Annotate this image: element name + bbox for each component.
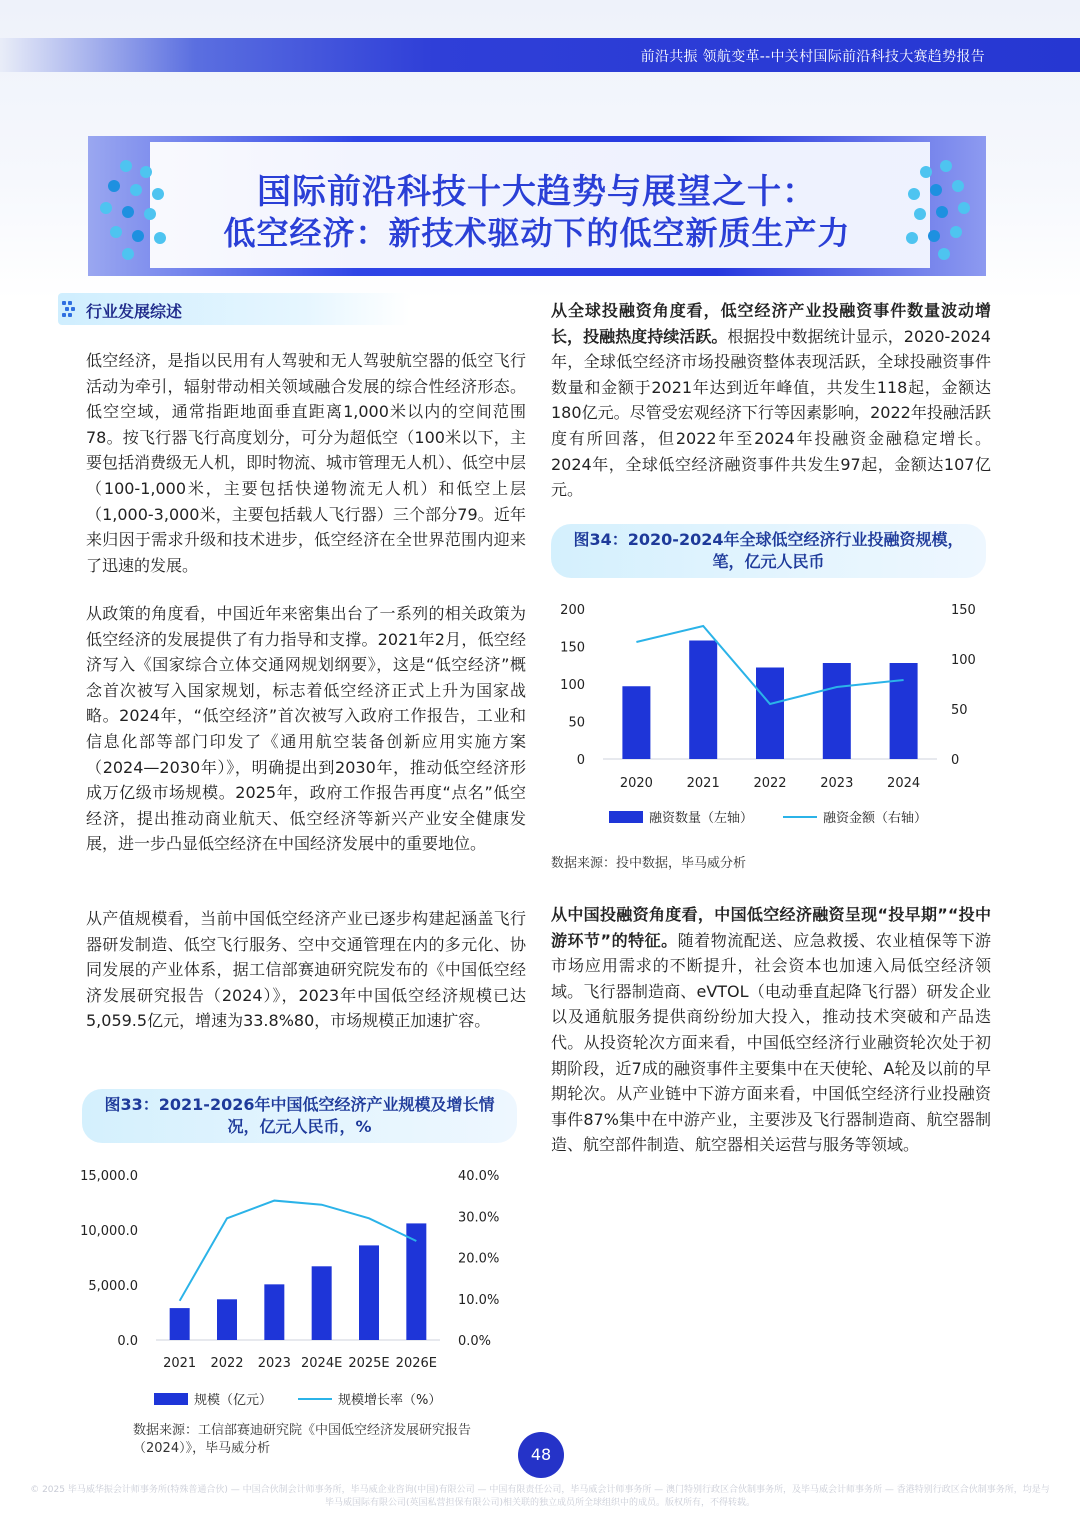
x-axis-tick: 2023: [820, 776, 854, 791]
left-axis-tick: 0: [576, 753, 585, 768]
left-axis-tick: 200: [560, 603, 585, 618]
section-title: 行业发展综述: [86, 302, 183, 321]
left-axis-tick: 15,000.0: [80, 1169, 138, 1184]
left-axis-tick: 100: [560, 678, 585, 693]
left-axis-tick: 150: [560, 640, 585, 656]
legend-bar-swatch: [609, 811, 643, 823]
right-axis-tick: 50: [951, 703, 968, 718]
fig33-source: 数据来源：工信部赛迪研究院《中国低空经济发展研究报告（2024）》，毕马威分析: [133, 1423, 472, 1456]
bar-2024: [890, 663, 918, 759]
x-axis-tick: 2024E: [301, 1356, 343, 1371]
x-axis-tick: 2022: [210, 1356, 244, 1371]
x-axis-tick: 2021: [163, 1356, 197, 1371]
bar-2023: [264, 1284, 284, 1340]
bar-2025E: [359, 1245, 379, 1340]
left-paragraph-2: 从政策的角度看，中国近年来密集出台了一系列的相关政策为低空经济的发展提供了有力指导和支撑。2021年2月，低空经济写入《国家综合立体交通网规划纲要》，这是“低空经济”概念首次被写入国家规划，标志着低空经济正式上升为国家战略。2024年，“低空经济”首次被写入政府工作报告，工业和信息化部等部门印发了《通用航空装备创新应用实施方案（2024—2030年）》，明确提出到2030年，推动低空经济形成万亿级市场规模。2025年，政府工作报告再度“点名”低空经济，提出推动商业航天、低空经济等新兴产业安全健康发展，进一步凸显低空经济在中国经济发展中的重要地位。: [86, 604, 526, 854]
right-axis-tick: 10.0%: [458, 1292, 500, 1308]
bar-2022: [756, 668, 784, 760]
x-axis-tick: 2020: [619, 776, 653, 791]
left-axis-tick: 0.0: [117, 1334, 138, 1349]
left-axis-tick: 10,000.0: [80, 1224, 138, 1239]
left-axis-tick: 5,000.0: [88, 1279, 138, 1294]
right-axis-tick: 0.0%: [458, 1334, 492, 1349]
report-title: 前沿共振 领航变革--中关村国际前沿科技大赛趋势报告: [640, 49, 985, 65]
legend-line-label: 规模增长率（%）: [338, 1393, 442, 1408]
bar-2020: [622, 686, 650, 759]
x-axis-tick: 2021: [686, 776, 720, 791]
legend-bar-label: 融资数量（左轴）: [649, 811, 754, 826]
line-series: [180, 1201, 417, 1301]
bar-2023: [823, 663, 851, 759]
footer-copyright: © 2025 毕马威华振会计师事务所(特殊普通合伙) — 中国合伙制会计师事务所，毕马威企业咨询(中国)有限公司 — 中国有限责任公司，毕马威会计师事务所 — 澳门特别行政区合伙制事务所，及毕马威会计师事务所 — 香港特别行政区合伙制事务所，均是与毕马威国际有限公司(英国私营担保有限公司)相关联的独立成员所全球组织中的成员。版权所有，不得转载。: [30, 1485, 1050, 1508]
x-axis-tick: 2026E: [395, 1356, 437, 1371]
fig34-chart: [551, 595, 981, 845]
section-bullet-icon: [62, 301, 78, 317]
section-header: [58, 293, 410, 325]
bar-2022: [217, 1299, 237, 1340]
legend-line-label: 融资金额（右轴）: [823, 811, 928, 826]
bar-2024E: [312, 1266, 332, 1340]
bar-2021: [170, 1308, 190, 1340]
right-axis-tick: 20.0%: [458, 1251, 500, 1267]
left-paragraph-3: 从产值规模看，当前中国低空经济产业已逐步构建起涵盖飞行器研发制造、低空飞行服务、空中交通管理在内的多元化、协同发展的产业体系，据工信部赛迪研究院发布的《中国低空经济发展研究报告（2024）》，2023年中国低空经济规模已达5,059.5亿元，增速为33.8%80，市场规模正加速扩容。: [86, 909, 526, 1031]
x-axis-tick: 2024: [887, 776, 921, 791]
right-paragraph-1-lead: 从全球投融资角度看，低空经济产业投融资事件数量波动增长，投融热度持续活跃。: [551, 301, 991, 346]
fig33-chart: [66, 1160, 526, 1415]
left-paragraph-1: 低空经济，是指以民用有人驾驶和无人驾驶航空器的低空飞行活动为牵引，辐射带动相关领域融合发展的综合性经济形态。低空空域，通常指距地面垂直距离1,000米以内的空间范围78。按飞行器飞行高度划分，可分为超低空（100米以下，主要包括消费级无人机，即时物流、城市管理无人机）、低空中层（100-1,000米，主要包括快递物流无人机）和低空上层（1,000-3,000米，主要包括载人飞行器）三个部分79。近年来归因于需求升级和技术进步，低空经济在全世界范围内迎来了迅速的发展。: [86, 351, 527, 575]
legend-bar-label: 规模（亿元）: [194, 1393, 273, 1408]
right-paragraph-2-body: 随着物流配送、应急救援、农业植保等下游市场应用需求的不断提升，社会资本也加速入局低空经济领域。飞行器制造商、eVTOL（电动垂直起降飞行器）研发企业以及通航服务提供商纷纷加大投入，推动技术突破和产品迭代。从投资轮次方面来看，中国低空经济行业融资轮次处于初期阶段，近7成的融资事件主要集中在天使轮、A轮及以前的早期轮次。从产业链中下游方面来看，中国低空经济行业投融资事件87%集中在中游产业，主要涉及飞行器制造商、航空器制造、航空部件制造、航空器相关运营与服务等领域。: [551, 930, 991, 1155]
fig34-source: 数据来源：投中数据，毕马威分析: [551, 856, 747, 871]
right-paragraph-1: [551, 298, 991, 503]
main-title-line1: 国际前沿科技十大趋势与展望之十：: [257, 172, 817, 212]
legend-bar-swatch: [154, 1393, 188, 1405]
fig34-title: 图34：2020-2024年全球低空经济行业投融资规模，笔，亿元人民币: [551, 524, 986, 578]
right-paragraph-2-lead: 从中国投融资角度看，中国低空经济融资呈现“投早期”“投中游环节”的特征。: [551, 905, 991, 950]
page-number: 48: [518, 1432, 564, 1478]
left-axis-tick: 50: [568, 715, 585, 731]
main-title-line2: 低空经济：新技术驱动下的低空新质生产力: [223, 214, 851, 252]
right-axis-tick: 30.0%: [458, 1210, 500, 1226]
x-axis-tick: 2022: [753, 776, 787, 791]
bar-2021: [689, 641, 717, 760]
right-paragraph-2: [551, 902, 991, 1158]
fig33-title: 图33：2021-2026年中国低空经济产业规模及增长情况，亿元人民币，%: [82, 1089, 517, 1143]
right-axis-tick: 100: [951, 653, 976, 668]
x-axis-tick: 2023: [257, 1356, 291, 1371]
x-axis-tick: 2025E: [348, 1356, 390, 1371]
right-axis-tick: 40.0%: [458, 1169, 500, 1184]
right-axis-tick: 150: [951, 603, 976, 618]
right-axis-tick: 0: [951, 753, 960, 768]
right-paragraph-1-body: 根据投中数据统计显示，2020-2024年，全球低空经济市场投融资整体表现活跃，全球投融资事件数量和金额于2021年达到近年峰值，共发生118起，金额达180亿元。尽管受宏观经济下行等因素影响，2022年投融活跃度有所回落，但2022年至2024年投融资金融稳定增长。2024年，全球低空经济融资事件共发生97起，金额达107亿元。: [551, 326, 991, 500]
